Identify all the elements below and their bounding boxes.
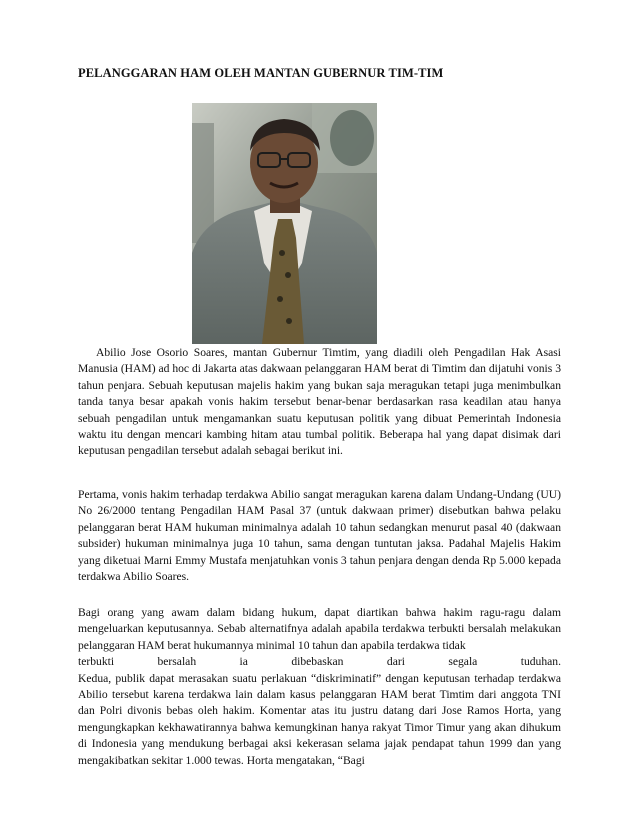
- paragraph-kedua: Kedua, publik dapat merasakan suatu perlakuan “diskriminatif” dengan keputusan terhadap terdakwa Abilio tersebut karena terdakwa lain dalam kasus pelanggaran HAM berat Timtim dari anggota TNI dan Polri divonis bebas oleh hakim. Komentar atas itu justru datang dari Jose Ramos Horta, yang mengungkapkan kekhawatirannya bahwa kemungkinan hanya rakyat Timor Timur yang akan dihukum di Indonesia yang mendukung berbagai aksi kekerasan selama jajak pendapat tahun 1999 dan yang mengakibatkan sekitar 1.000 tewas. Horta mengatakan, “Bagi: [78, 671, 561, 767]
- page-title: PELANGGARAN HAM OLEH MANTAN GUBERNUR TIM-TIM: [78, 66, 444, 80]
- portrait-photo-icon: [192, 103, 377, 344]
- paragraph-bagi-text: Bagi orang yang awam dalam bidang hukum, dapat diartikan bahwa hakim ragu-ragu dalam mengeluarkan keputusannya. Sebab alternatifnya adalah apabila terdakwa terbukti bersalah melakukan pelanggaran HAM berat hukumannya minimal 10 tahun dan apabila terdakwa tidak: [78, 606, 561, 652]
- paragraph-pertama: Pertama, vonis hakim terhadap terdakwa Abilio sangat meragukan karena dalam Undang-Undang (UU) No 26/2000 tentang Pengadilan HAM Pasal 37 (untuk dakwaan primer) disebutkan bahwa pelaku pelanggaran berat HAM hukuman minimalnya adalah 10 tahun sedangkan menurut pasal 40 (dakwaan subsider) hukuman minimalnya juga 10 tahun, sama dengan tuntutan jaksa. Padahal Majelis Hakim yang diketuai Marni Emmy Mustafa menjatuhkan vonis 3 tahun penjara dengan denda Rp 5.000 kepada terdakwa Abilio Soares.: [78, 488, 561, 584]
- paragraph-intro: Abilio Jose Osorio Soares, mantan Gubernur Timtim, yang diadili oleh Pengadilan Hak Asasi Manusia (HAM) ad hoc di Jakarta atas dakwaan pelanggaran HAM berat di Timtim dan dijatuhi vonis 3 tahun penjara. Sebuah keputusan majelis hakim yang bukan saja meragukan tetapi juga menimbulkan tanda tanya besar apakah vonis hakim tersebut benar-benar berdasarkan rasa keadilan atau hanya sebuah pengadilan untuk mengamankan suatu keputusan politik yang dibuat Pemerintah Indonesia waktu itu dengan mencari kambing hitam atau tumbal politik. Beberapa hal yang dapat disimak dari keputusan pengadilan tersebut adalah sebagai berikut ini.: [78, 346, 561, 458]
- paragraph-bagi: [78, 605, 561, 769]
- paragraph-bagi-spread-line: terbukti bersalah ia dibebaskan dari segala tuduhan.: [78, 655, 561, 669]
- portrait-photo: [192, 103, 377, 344]
